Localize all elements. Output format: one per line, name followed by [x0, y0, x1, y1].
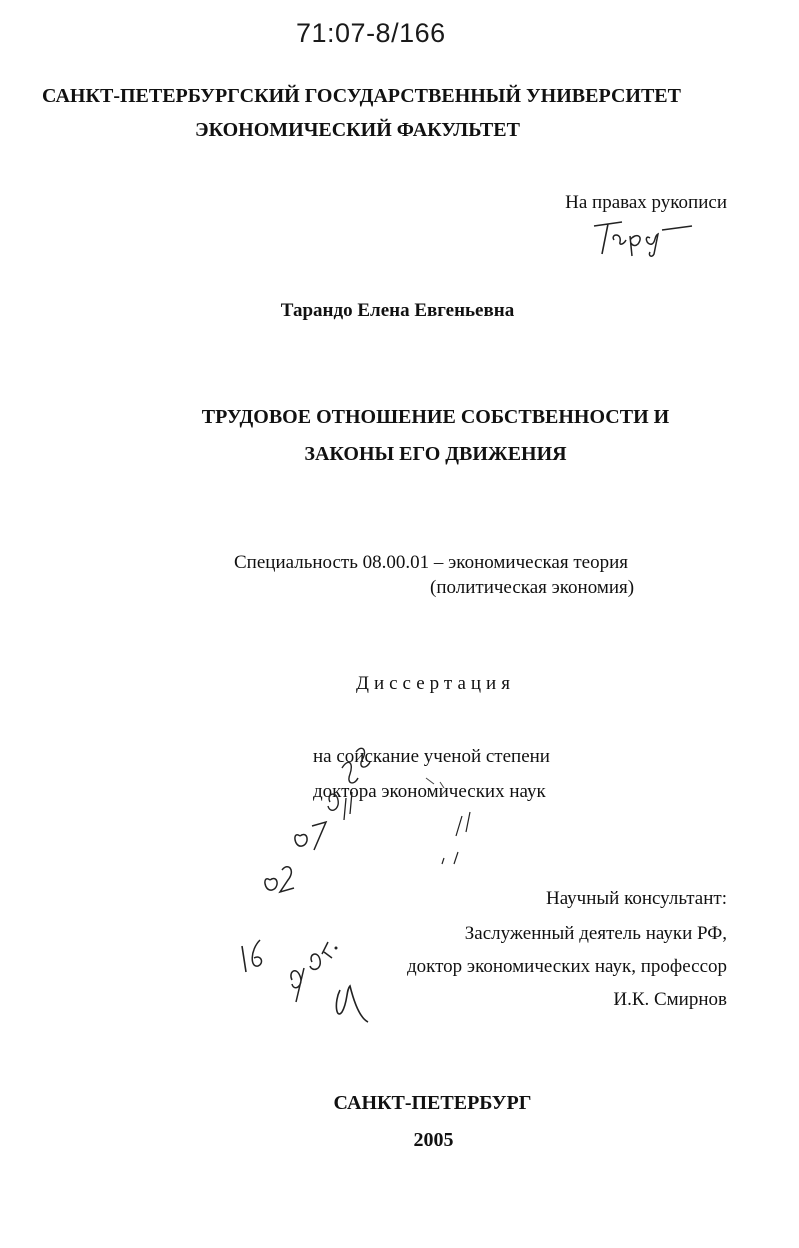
document-type: Диссертация: [356, 673, 515, 694]
handwritten-library-marks: [230, 740, 490, 1040]
author-name: Тарандо Елена Евгеньевна: [280, 300, 515, 321]
faculty-name: ЭКОНОМИЧЕСКИЙ ФАКУЛЬТЕТ: [195, 119, 520, 141]
dissertation-title-line-2: ЗАКОНЫ ЕГО ДВИЖЕНИЯ: [304, 443, 567, 465]
consultant-label: Научный консультант:: [545, 888, 727, 909]
dissertation-title-line-1: ТРУДОВОЕ ОТНОШЕНИЕ СОБСТВЕННОСТИ И: [201, 406, 670, 428]
author-signature: [588, 214, 698, 259]
consultant-title-line-1: Заслуженный деятель науки РФ,: [464, 923, 727, 944]
specialty-line-2: (политическая экономия): [430, 577, 635, 598]
degree-line-2: доктора экономических наук: [313, 781, 546, 802]
degree-line-1: на соискание ученой степени: [313, 746, 550, 767]
year: 2005: [413, 1129, 454, 1151]
catalog-number: 71:07-8/166: [296, 18, 446, 48]
specialty-line-1: Специальность 08.00.01 – экономическая теория: [234, 552, 628, 573]
manuscript-note: На правах рукописи: [565, 192, 727, 213]
university-name: САНКТ-ПЕТЕРБУРГСКИЙ ГОСУДАРСТВЕННЫЙ УНИВЕРСИТЕТ: [42, 85, 681, 107]
consultant-title-line-2: доктор экономических наук, профессор: [406, 956, 727, 977]
consultant-name: И.К. Смирнов: [613, 989, 727, 1010]
city: САНКТ-ПЕТЕРБУРГ: [333, 1092, 532, 1114]
